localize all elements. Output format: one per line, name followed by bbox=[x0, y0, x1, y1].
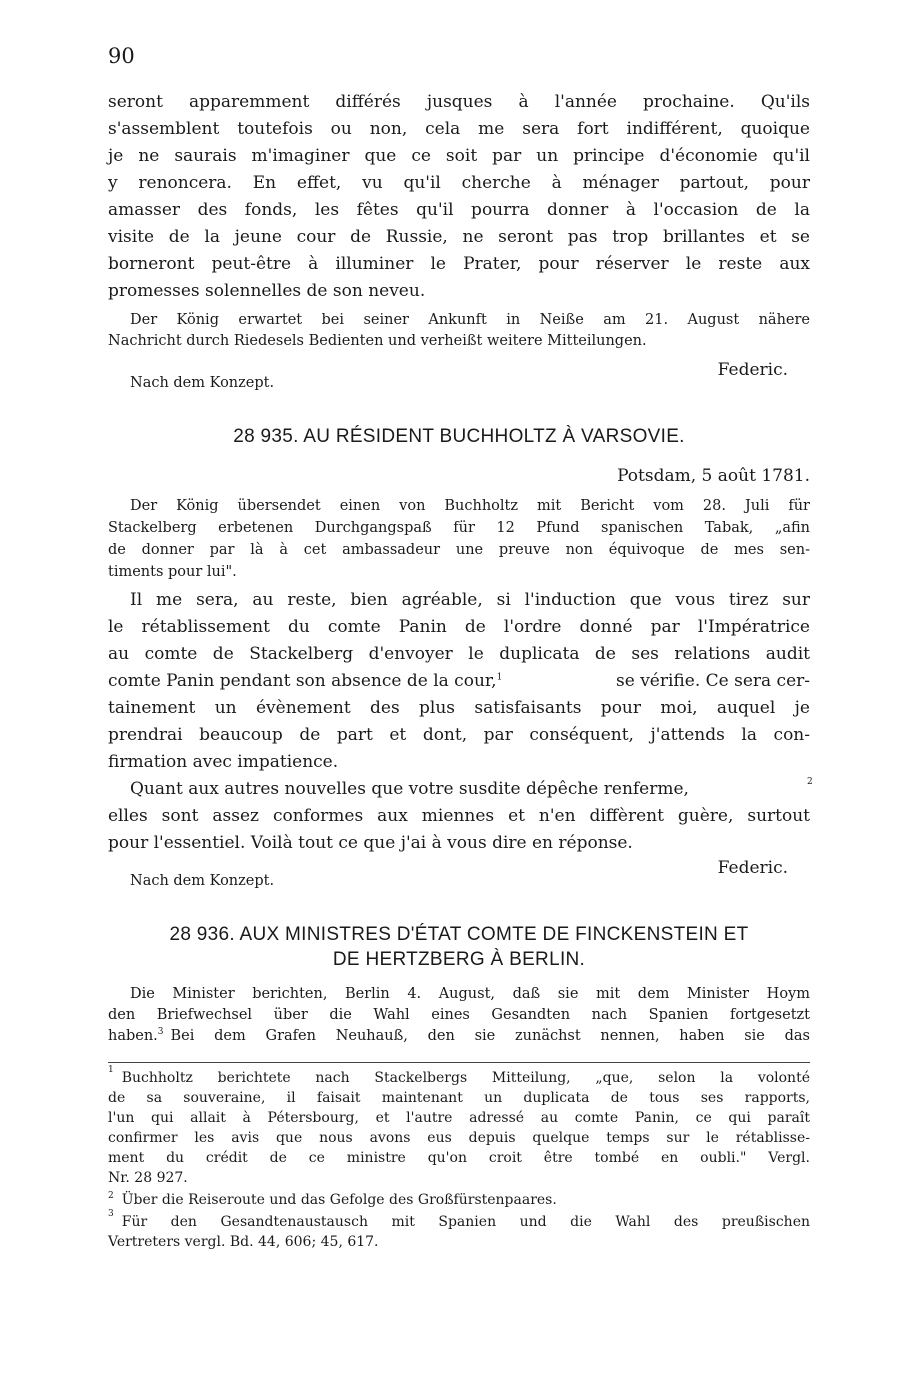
letter-heading: 28 935. AU RÉSIDENT BUCHHOLTZ À VARSOVIE. bbox=[233, 426, 685, 447]
summary-line-head bbox=[108, 1028, 164, 1044]
signature: Federic. bbox=[717, 360, 788, 380]
body-line: le rétablissement du comte Panin de l'ordre donné par l'Impératrice bbox=[108, 617, 810, 637]
body-line: firmation avec impatience. bbox=[108, 752, 339, 772]
dateline: Potsdam, 5 août 1781. bbox=[617, 466, 810, 486]
footnote-2 bbox=[108, 1192, 810, 1208]
footnote-mark: 2 bbox=[108, 1191, 114, 1202]
body-line-text: Quant aux autres nouvelles que votre susdite dépêche renferme, bbox=[130, 779, 689, 799]
summary-line: Nachricht durch Riedesels Bedienten und verheißt weitere Mitteilungen. bbox=[108, 333, 647, 349]
summary-line: Stackelberg erbetenen Durchgangspaß für 12 Pfund spanischen Tabak, „afin bbox=[108, 520, 810, 536]
body-line: s'assemblent toutefois ou non, cela me sera fort indifférent, quoique bbox=[108, 119, 810, 139]
body-line: visite de la jeune cour de Russie, ne seront pas trop brillantes et se bbox=[108, 227, 810, 247]
summary-line: Der König erwartet bei seiner Ankunft in Neiße am 21. August nähere bbox=[130, 312, 810, 328]
footnote-3 bbox=[108, 1209, 810, 1230]
body-line: prendrai beaucoup de part et dont, par conséquent, j'attends la con- bbox=[108, 725, 810, 745]
footnote-mark: 3 bbox=[108, 1209, 114, 1219]
footnote-text: confirmer les avis que nous avons eus depuis quelque temps sur le rétablisse- bbox=[108, 1130, 810, 1146]
footnote-text: Über die Reiseroute und das Gefolge des Großfürstenpaares. bbox=[121, 1192, 557, 1208]
footnote-1 bbox=[108, 1065, 810, 1086]
body-line: elles sont assez conformes aux miennes et n'en diffèrent guère, surtout bbox=[108, 806, 810, 826]
summary-line: den Briefwechsel über die Wahl eines Gesandten nach Spanien fortgesetzt bbox=[108, 1007, 810, 1023]
footnote-ref-1: 1 bbox=[496, 672, 503, 683]
footnote-text: ment du crédit de ce ministre qu'on croit être tombé en oubli." Vergl. bbox=[108, 1150, 810, 1166]
body-line: amasser des fonds, les fêtes qu'il pourra donner à l'occasion de la bbox=[108, 200, 810, 220]
body-line: borneront peut-être à illuminer le Prater, pour réserver le reste aux bbox=[108, 254, 810, 274]
summary-line: Der König übersendet einen von Buchholtz mit Bericht vom 28. Juli für bbox=[130, 498, 810, 514]
footnote-text: de sa souveraine, il faisait maintenant un duplicata de tous ses rapports, bbox=[108, 1090, 810, 1106]
footnote-text: Nr. 28 927. bbox=[108, 1170, 188, 1186]
footnote-text: Für den Gesandtenaustausch mit Spanien und die Wahl des preußischen bbox=[121, 1214, 810, 1230]
footnote-text: Buchholtz berichtete nach Stackelbergs Mitteilung, „que, selon la volonté bbox=[121, 1070, 810, 1086]
signature: Federic. bbox=[717, 858, 788, 878]
body-line-text: comte Panin pendant son absence de la cour, bbox=[108, 671, 497, 691]
footnote-text: Vertreters vergl. Bd. 44, 606; 45, 617. bbox=[108, 1234, 379, 1250]
body-line bbox=[130, 779, 810, 799]
summary-line-text: haben. bbox=[108, 1028, 158, 1044]
summary-line-tail: Bei dem Grafen Neuhauß, den sie zunächst nennen, haben sie das bbox=[170, 1028, 810, 1044]
footnote-mark: 1 bbox=[108, 1065, 114, 1075]
body-line-head bbox=[108, 671, 502, 691]
body-line: je ne saurais m'imaginer que ce soit par un principe d'économie qu'il bbox=[108, 146, 810, 166]
body-line: Il me sera, au reste, bien agréable, si l'induction que vous tirez sur bbox=[130, 590, 810, 610]
summary-line: timents pour lui". bbox=[108, 564, 237, 580]
body-line: au comte de Stackelberg d'envoyer le duplicata de ses relations audit bbox=[108, 644, 810, 664]
letter-heading: 28 936. AUX MINISTRES D'ÉTAT COMTE DE FINCKENSTEIN ET bbox=[169, 924, 749, 945]
footnote-rule bbox=[108, 1062, 810, 1063]
source-note: Nach dem Konzept. bbox=[130, 375, 275, 391]
body-line-tail: se vérifie. Ce sera cer- bbox=[616, 671, 810, 691]
body-line: tainement un évènement des plus satisfaisants pour moi, auquel je bbox=[108, 698, 810, 718]
body-line bbox=[108, 671, 810, 691]
footnote-ref-3: 3 bbox=[157, 1027, 164, 1038]
body-line: promesses solennelles de son neveu. bbox=[108, 281, 426, 301]
summary-line: Die Minister berichten, Berlin 4. August, daß sie mit dem Minister Hoym bbox=[130, 986, 810, 1002]
body-line: seront apparemment différés jusques à l'année prochaine. Qu'ils bbox=[108, 92, 810, 112]
page-number: 90 bbox=[108, 44, 135, 68]
summary-line: de donner par là à cet ambassadeur une preuve non équivoque de mes sen- bbox=[108, 542, 810, 558]
summary-line bbox=[108, 1028, 810, 1044]
letter-heading: DE HERTZBERG À BERLIN. bbox=[332, 949, 586, 970]
body-line: y renoncera. En effet, vu qu'il cherche à ménager partout, pour bbox=[108, 173, 810, 193]
body-line: pour l'essentiel. Voilà tout ce que j'ai à vous dire en réponse. bbox=[108, 833, 633, 853]
source-note: Nach dem Konzept. bbox=[130, 873, 275, 889]
footnote-text: l'un qui allait à Pétersbourg, et l'autre adressé au comte Panin, ce qui paraît bbox=[108, 1110, 810, 1126]
